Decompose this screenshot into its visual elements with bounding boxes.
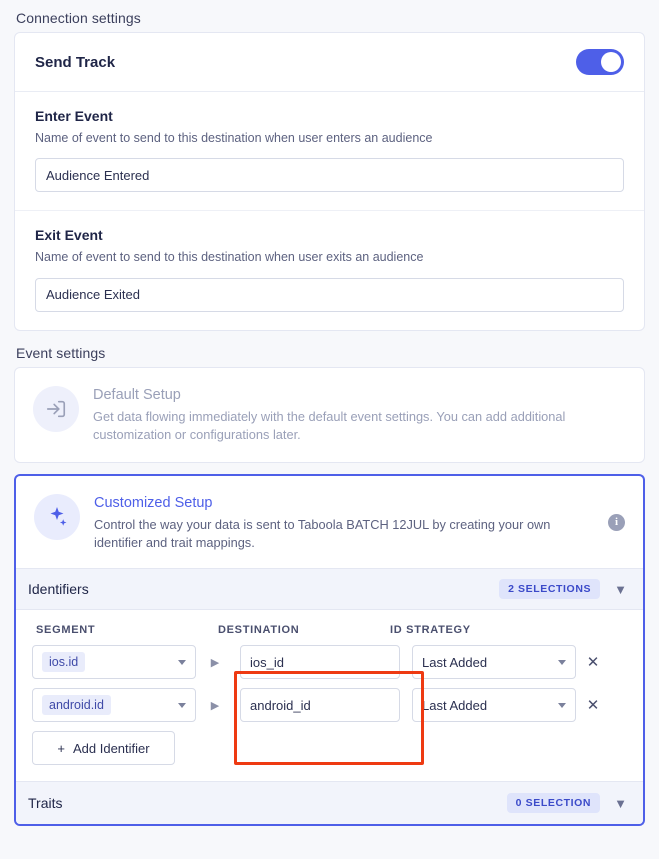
mapping-arrow-icon: ▶ [210, 656, 220, 669]
default-setup-description: Get data flowing immediately with the default event settings. You can add additional customization or configurations later. [93, 408, 566, 442]
id-strategy-value: Last Added [422, 697, 488, 713]
enter-event-block [15, 92, 644, 210]
traits-header-right [507, 793, 629, 813]
identifiers-selection-badge: 2 SELECTIONS [499, 579, 600, 599]
segment-value-chip: android.id [42, 695, 111, 715]
chevron-down-icon[interactable]: ▼ [614, 581, 627, 597]
remove-identifier-button[interactable]: ✕ [586, 654, 600, 672]
destination-cell [234, 688, 406, 722]
exit-event-description: Name of event to send to this destination when user exits an audience [35, 250, 424, 265]
info-icon[interactable]: i [608, 514, 625, 531]
plus-icon: + [57, 740, 65, 756]
traits-title: Traits [28, 795, 63, 812]
connection-settings-label: Connection settings [16, 10, 141, 26]
mapping-arrow-icon: ▶ [210, 699, 220, 712]
enter-event-input[interactable] [35, 158, 624, 192]
chevron-down-icon[interactable]: ▼ [614, 795, 627, 811]
remove-identifier-button[interactable]: ✕ [586, 697, 600, 715]
customized-setup-title: Customized Setup [94, 494, 213, 511]
sparkle-icon [34, 494, 80, 540]
chevron-down-icon [558, 703, 566, 708]
customized-setup-option[interactable] [14, 474, 645, 568]
identifier-row [32, 645, 627, 679]
send-track-title: Send Track [35, 53, 116, 71]
traits-selection-badge: 0 SELECTION [507, 793, 600, 813]
identifiers-header[interactable] [16, 568, 643, 610]
identifiers-header-right [499, 579, 629, 599]
event-settings-label: Event settings [16, 344, 106, 361]
add-identifier-label: Add Identifier [72, 740, 150, 756]
enter-event-description: Name of event to send to this destination when user enters an audience [35, 131, 433, 145]
send-track-row [15, 33, 644, 92]
destination-cell [234, 645, 406, 679]
column-header-destination: DESTINATION [218, 624, 300, 637]
arrow-into-bracket-icon [33, 386, 79, 432]
customized-setup-description: Control the way your data is sent to Taboola BATCH 12JUL by creating your own identifier and trait mappings. [94, 516, 551, 550]
traits-header[interactable] [16, 781, 643, 824]
mapping-panel [14, 568, 645, 826]
exit-event-title: Exit Event [35, 227, 103, 244]
identifiers-column-headers [32, 624, 627, 636]
id-strategy-select[interactable] [412, 645, 576, 679]
identifiers-body [16, 610, 643, 781]
identifier-row [32, 688, 627, 722]
default-setup-body [93, 386, 626, 444]
column-header-segment: SEGMENT [36, 624, 96, 637]
segment-value-chip: ios.id [42, 652, 85, 672]
column-header-id-strategy: ID STRATEGY [390, 624, 471, 637]
id-strategy-select[interactable] [412, 688, 576, 722]
chevron-down-icon [178, 703, 186, 708]
id-strategy-cell [406, 645, 572, 679]
send-track-card [14, 32, 645, 331]
segment-select[interactable] [32, 645, 196, 679]
identifiers-title: Identifiers [28, 581, 89, 598]
exit-event-block [15, 210, 644, 329]
destination-input[interactable] [240, 645, 400, 679]
destination-input[interactable] [240, 688, 400, 722]
segment-select[interactable] [32, 688, 196, 722]
enter-event-title: Enter Event [35, 108, 113, 124]
chevron-down-icon [558, 660, 566, 665]
add-identifier-button[interactable] [32, 731, 175, 765]
id-strategy-value: Last Added [422, 654, 488, 670]
chevron-down-icon [178, 660, 186, 665]
customized-setup-body [94, 494, 594, 552]
id-strategy-cell [406, 688, 572, 722]
toggle-knob [601, 52, 621, 72]
exit-event-input[interactable] [35, 278, 624, 312]
default-setup-title: Default Setup [93, 386, 181, 403]
send-track-toggle[interactable] [576, 49, 624, 75]
default-setup-option[interactable] [14, 367, 645, 463]
